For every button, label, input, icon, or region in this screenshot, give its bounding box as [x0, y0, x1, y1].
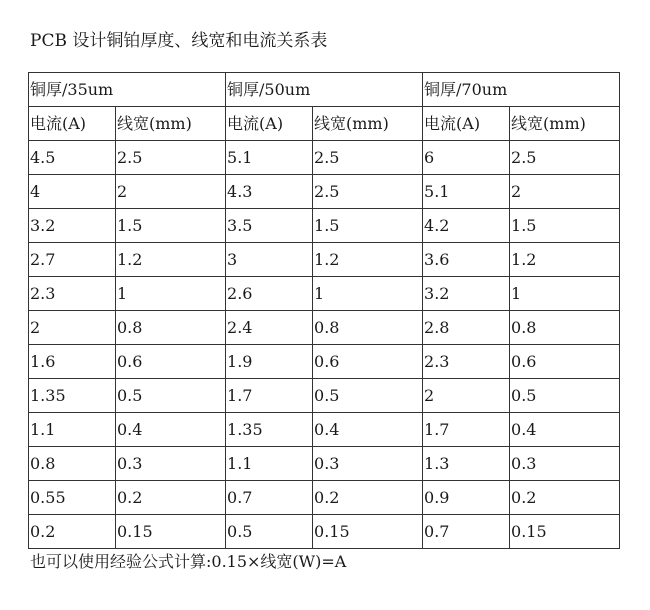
current-column-header: 电流(A) [226, 107, 313, 141]
width-cell: 0.5 [510, 379, 620, 413]
current-cell: 2.8 [423, 311, 510, 345]
width-cell: 0.8 [116, 311, 226, 345]
width-cell: 0.4 [313, 413, 423, 447]
width-cell: 0.2 [313, 481, 423, 515]
width-cell: 1 [510, 277, 620, 311]
copper-current-width-table [28, 72, 620, 549]
current-cell: 0.7 [226, 481, 313, 515]
current-cell: 6 [423, 141, 510, 175]
width-cell: 0.3 [116, 447, 226, 481]
current-cell: 1.9 [226, 345, 313, 379]
current-cell: 1.35 [29, 379, 116, 413]
width-cell: 0.2 [116, 481, 226, 515]
table-row [29, 141, 620, 175]
column-header-row [29, 107, 620, 141]
current-cell: 0.7 [423, 515, 510, 549]
formula-note: 也可以使用经验公式计算:0.15×线宽(W)=A [30, 552, 347, 571]
width-cell: 1.5 [116, 209, 226, 243]
current-cell: 2.3 [29, 277, 116, 311]
width-cell: 0.8 [510, 311, 620, 345]
width-cell: 2.5 [116, 141, 226, 175]
width-cell: 1 [313, 277, 423, 311]
width-cell: 0.6 [313, 345, 423, 379]
current-cell: 4.2 [423, 209, 510, 243]
current-cell: 5.1 [423, 175, 510, 209]
width-cell: 2.5 [313, 175, 423, 209]
table-row [29, 311, 620, 345]
current-cell: 3.5 [226, 209, 313, 243]
current-cell: 1.7 [423, 413, 510, 447]
current-cell: 0.9 [423, 481, 510, 515]
width-column-header: 线宽(mm) [510, 107, 620, 141]
width-cell: 2.5 [510, 141, 620, 175]
width-cell: 1.5 [313, 209, 423, 243]
table-row [29, 481, 620, 515]
current-cell: 1.3 [423, 447, 510, 481]
current-cell: 2 [29, 311, 116, 345]
current-cell: 4.5 [29, 141, 116, 175]
current-cell: 4.3 [226, 175, 313, 209]
current-cell: 3.2 [29, 209, 116, 243]
width-cell: 0.4 [510, 413, 620, 447]
thickness-header-50um: 铜厚/50um [226, 73, 423, 107]
width-cell: 0.15 [313, 515, 423, 549]
width-cell: 0.5 [313, 379, 423, 413]
current-cell: 0.8 [29, 447, 116, 481]
copper-thickness-header-row [29, 73, 620, 107]
width-column-header: 线宽(mm) [116, 107, 226, 141]
current-column-header: 电流(A) [423, 107, 510, 141]
current-cell: 2 [423, 379, 510, 413]
width-cell: 1.2 [313, 243, 423, 277]
table-row [29, 447, 620, 481]
width-cell: 0.8 [313, 311, 423, 345]
current-cell: 1.35 [226, 413, 313, 447]
width-cell: 1 [116, 277, 226, 311]
current-cell: 1.7 [226, 379, 313, 413]
width-cell: 1.2 [510, 243, 620, 277]
table-row [29, 515, 620, 549]
current-cell: 0.2 [29, 515, 116, 549]
width-cell: 0.5 [116, 379, 226, 413]
current-cell: 5.1 [226, 141, 313, 175]
width-cell: 0.6 [510, 345, 620, 379]
current-cell: 1.6 [29, 345, 116, 379]
width-cell: 2.5 [313, 141, 423, 175]
current-cell: 1.1 [226, 447, 313, 481]
table-row [29, 277, 620, 311]
current-cell: 2.7 [29, 243, 116, 277]
width-cell: 2 [510, 175, 620, 209]
document-title: PCB 设计铜铂厚度、线宽和电流关系表 [30, 31, 328, 51]
current-cell: 2.6 [226, 277, 313, 311]
width-cell: 0.15 [510, 515, 620, 549]
width-cell: 1.5 [510, 209, 620, 243]
current-cell: 3.6 [423, 243, 510, 277]
table-row [29, 413, 620, 447]
width-cell: 0.3 [510, 447, 620, 481]
width-cell: 0.15 [116, 515, 226, 549]
width-cell: 0.2 [510, 481, 620, 515]
width-cell: 1.2 [116, 243, 226, 277]
current-cell: 2.3 [423, 345, 510, 379]
table-row [29, 175, 620, 209]
table-row [29, 243, 620, 277]
thickness-header-70um: 铜厚/70um [423, 73, 620, 107]
current-column-header: 电流(A) [29, 107, 116, 141]
table-row [29, 345, 620, 379]
table-body [29, 73, 620, 549]
table-row [29, 209, 620, 243]
width-column-header: 线宽(mm) [313, 107, 423, 141]
width-cell: 0.4 [116, 413, 226, 447]
current-cell: 0.55 [29, 481, 116, 515]
width-cell: 2 [116, 175, 226, 209]
current-cell: 3.2 [423, 277, 510, 311]
current-cell: 4 [29, 175, 116, 209]
table-row [29, 379, 620, 413]
current-cell: 0.5 [226, 515, 313, 549]
width-cell: 0.6 [116, 345, 226, 379]
current-cell: 2.4 [226, 311, 313, 345]
current-cell: 3 [226, 243, 313, 277]
width-cell: 0.3 [313, 447, 423, 481]
current-cell: 1.1 [29, 413, 116, 447]
thickness-header-35um: 铜厚/35um [29, 73, 226, 107]
